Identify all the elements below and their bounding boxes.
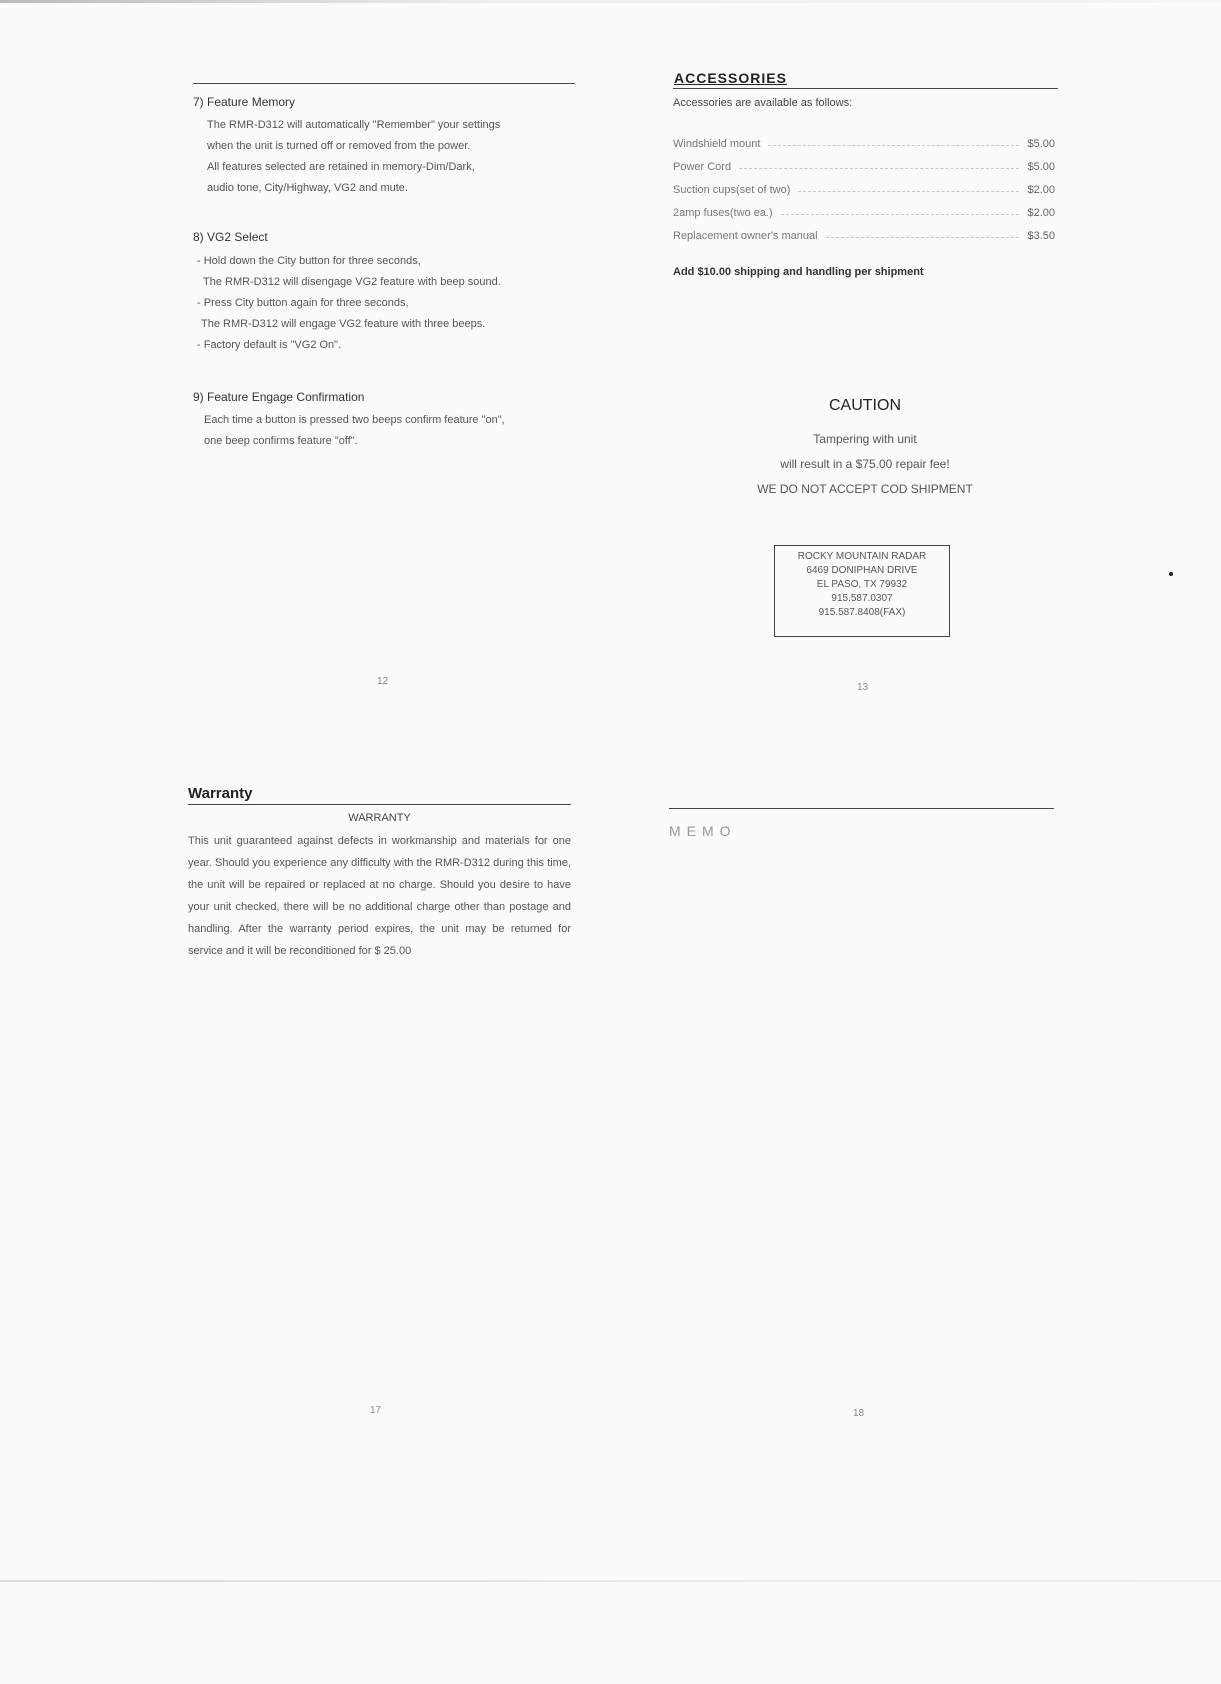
text-line: - Hold down the City button for three seconds, <box>197 255 421 267</box>
accessory-name: Windshield mount <box>673 138 761 150</box>
company-city: EL PASO, TX 79932 <box>816 579 908 590</box>
feature-memory-body <box>207 115 500 199</box>
shipping-note: Add $10.00 shipping and handling per shipment <box>673 266 924 278</box>
text-line: when the unit is turned off or removed from the power. <box>207 140 471 152</box>
accessory-name: Suction cups(set of two) <box>673 184 791 196</box>
accessories-intro: Accessories are available as follows: <box>673 97 853 109</box>
accessories-heading: ACCESSORIES <box>674 70 787 86</box>
caution-line: will result in a $75.00 repair fee! <box>780 457 950 471</box>
warranty-rule <box>188 804 571 805</box>
company-name: ROCKY MOUNTAIN RADAR <box>797 551 927 562</box>
accessory-row <box>673 128 1055 150</box>
accessory-row <box>673 220 1055 242</box>
caution-heading: CAUTION <box>829 397 901 414</box>
accessory-price: $2.00 <box>1027 184 1055 196</box>
accessory-row <box>673 174 1055 196</box>
accessory-price: $3.50 <box>1027 230 1055 242</box>
dotted-leader <box>826 237 1020 238</box>
scan-edge-bottom <box>0 1580 1221 1582</box>
caution-body <box>700 427 1030 502</box>
accessory-name: 2amp fuses(two ea.) <box>673 207 773 219</box>
accessory-name: Power Cord <box>673 161 732 173</box>
accessory-name: Replacement owner's manual <box>673 230 818 242</box>
caution-line: WE DO NOT ACCEPT COD SHIPMENT <box>757 482 973 496</box>
warranty-heading: Warranty <box>188 785 253 802</box>
scan-speck <box>1169 572 1173 576</box>
text-line: The RMR-D312 will disengage VG2 feature with beep sound. <box>203 276 501 288</box>
feature-memory-heading: 7) Feature Memory <box>193 95 296 109</box>
page12-top-rule <box>193 83 575 84</box>
dotted-leader <box>798 191 1019 192</box>
company-fax: 915.587.8408(FAX) <box>818 607 906 618</box>
company-address-box <box>774 545 950 637</box>
accessory-row <box>673 151 1055 173</box>
vg2-select-body <box>197 251 501 356</box>
company-street: 6469 DONIPHAN DRIVE <box>806 565 918 576</box>
text-line: The RMR-D312 will automatically "Remember" your settings <box>207 119 501 131</box>
caution-line: Tampering with unit <box>813 432 917 446</box>
text-line: Each time a button is pressed two beeps confirm feature "on", <box>204 414 505 426</box>
accessory-price: $5.00 <box>1027 161 1055 173</box>
text-line: All features selected are retained in memory-Dim/Dark, <box>207 161 475 173</box>
accessory-row <box>673 197 1055 219</box>
page-number-17: 17 <box>370 1405 382 1416</box>
accessory-price: $2.00 <box>1027 207 1055 219</box>
warranty-body: This unit guaranteed against defects in workmanship and materials for one year. Should you experience any difficulty with the RMR-D312 during this time, the unit will be repaired or replaced at no charge. Should you desire to have your unit checked, there will be no additional charge other than postage and handling. After the warranty period expires, the unit may be returned for service and it will be reconditioned for $ 25.00 <box>188 835 571 957</box>
text-line: - Press City button again for three seconds, <box>197 297 409 309</box>
company-phone: 915.587.0307 <box>831 593 893 604</box>
feature-confirmation-heading: 9) Feature Engage Confirmation <box>193 390 365 404</box>
scan-edge-top <box>0 0 1221 3</box>
page-number-13: 13 <box>857 682 869 693</box>
memo-rule <box>669 808 1054 809</box>
text-line: one beep confirms feature "off". <box>204 435 358 447</box>
dotted-leader <box>781 214 1020 215</box>
accessories-rule <box>673 88 1058 89</box>
text-line: The RMR-D312 will engage VG2 feature with three beeps. <box>201 318 486 330</box>
dotted-leader <box>768 145 1019 146</box>
text-line: - Factory default is "VG2 On". <box>197 339 342 351</box>
warranty-subheading: WARRANTY <box>348 812 411 824</box>
text-line: audio tone, City/Highway, VG2 and mute. <box>207 182 408 194</box>
accessory-price: $5.00 <box>1027 138 1055 150</box>
page-number-12: 12 <box>377 676 389 687</box>
vg2-select-heading: 8) VG2 Select <box>193 230 268 244</box>
memo-heading: MEMO <box>669 823 737 839</box>
feature-confirmation-body <box>204 410 505 452</box>
dotted-leader <box>739 168 1019 169</box>
page-number-18: 18 <box>853 1408 865 1419</box>
